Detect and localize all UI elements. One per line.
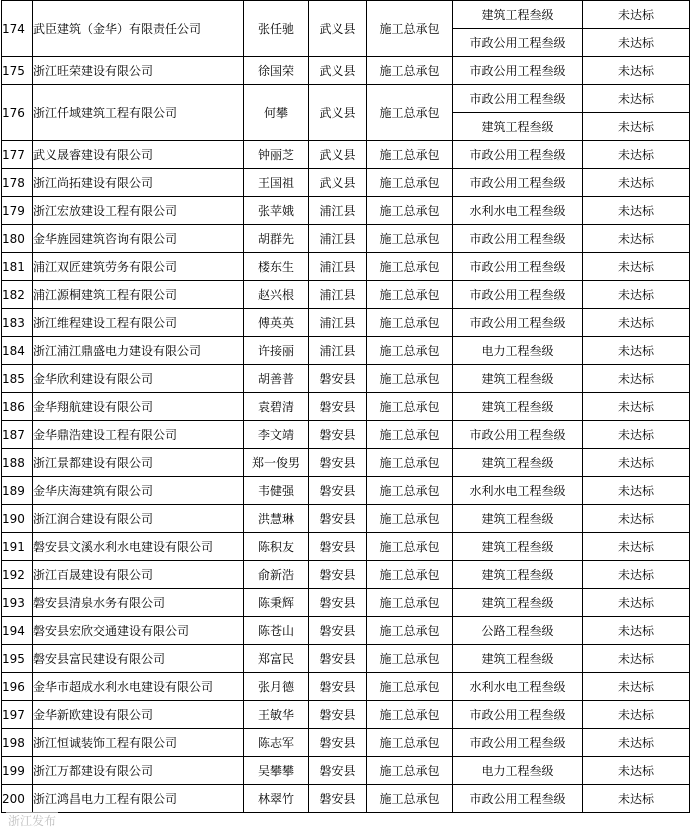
qualification-level: 水利水电工程叁级 bbox=[453, 477, 583, 505]
result-status: 未达标 bbox=[583, 141, 690, 169]
qualification-level: 市政公用工程叁级 bbox=[453, 281, 583, 309]
qualification-level: 市政公用工程叁级 bbox=[453, 701, 583, 729]
result-status: 未达标 bbox=[583, 197, 690, 225]
person-name: 钟丽芝 bbox=[244, 141, 309, 169]
result-status: 未达标 bbox=[583, 505, 690, 533]
table-row bbox=[2, 617, 690, 645]
person-name: 韦健强 bbox=[244, 477, 309, 505]
row-number: 189 bbox=[2, 477, 33, 505]
person-name: 楼东生 bbox=[244, 253, 309, 281]
qualification-type: 施工总承包 bbox=[367, 1, 453, 57]
qualification-table bbox=[1, 0, 690, 813]
row-number: 198 bbox=[2, 729, 33, 757]
person-name: 傅英英 bbox=[244, 309, 309, 337]
result-status: 未达标 bbox=[583, 29, 690, 57]
table-row bbox=[2, 421, 690, 449]
person-name: 张苹娥 bbox=[244, 197, 309, 225]
county-name: 磐安县 bbox=[309, 421, 367, 449]
row-number: 191 bbox=[2, 533, 33, 561]
company-name: 浦江源桐建筑工程有限公司 bbox=[33, 281, 244, 309]
table-body bbox=[2, 1, 690, 813]
company-name: 浙江宏放建设工程有限公司 bbox=[33, 197, 244, 225]
table-row bbox=[2, 589, 690, 617]
county-name: 浦江县 bbox=[309, 225, 367, 253]
row-number: 177 bbox=[2, 141, 33, 169]
company-name: 浙江鸿昌电力工程有限公司 bbox=[33, 785, 244, 813]
qualification-type: 施工总承包 bbox=[367, 785, 453, 813]
qualification-level: 建筑工程叁级 bbox=[453, 365, 583, 393]
table-row bbox=[2, 645, 690, 673]
qualification-type: 施工总承包 bbox=[367, 589, 453, 617]
qualification-type: 施工总承包 bbox=[367, 477, 453, 505]
qualification-level: 公路工程叁级 bbox=[453, 617, 583, 645]
company-name: 金华鼎浩建设工程有限公司 bbox=[33, 421, 244, 449]
person-name: 张任驰 bbox=[244, 1, 309, 57]
county-name: 磐安县 bbox=[309, 533, 367, 561]
person-name: 陈秉辉 bbox=[244, 589, 309, 617]
company-name: 武臣建筑（金华）有限责任公司 bbox=[33, 1, 244, 57]
qualification-type: 施工总承包 bbox=[367, 309, 453, 337]
result-status: 未达标 bbox=[583, 85, 690, 113]
table-row bbox=[2, 169, 690, 197]
person-name: 洪慧琳 bbox=[244, 505, 309, 533]
county-name: 磐安县 bbox=[309, 365, 367, 393]
person-name: 吴攀攀 bbox=[244, 757, 309, 785]
qualification-type: 施工总承包 bbox=[367, 85, 453, 141]
county-name: 磐安县 bbox=[309, 729, 367, 757]
result-status: 未达标 bbox=[583, 645, 690, 673]
result-status: 未达标 bbox=[583, 113, 690, 141]
table-row bbox=[2, 225, 690, 253]
company-name: 浙江万都建设有限公司 bbox=[33, 757, 244, 785]
company-name: 武义晟睿建设有限公司 bbox=[33, 141, 244, 169]
qualification-level: 建筑工程叁级 bbox=[453, 505, 583, 533]
table-row bbox=[2, 701, 690, 729]
county-name: 武义县 bbox=[309, 1, 367, 57]
qualification-type: 施工总承包 bbox=[367, 505, 453, 533]
qualification-level: 建筑工程叁级 bbox=[453, 589, 583, 617]
person-name: 赵兴根 bbox=[244, 281, 309, 309]
person-name: 陈积友 bbox=[244, 533, 309, 561]
qualification-type: 施工总承包 bbox=[367, 393, 453, 421]
company-name: 浙江恒诚装饰工程有限公司 bbox=[33, 729, 244, 757]
result-status: 未达标 bbox=[583, 253, 690, 281]
result-status: 未达标 bbox=[583, 337, 690, 365]
qualification-type: 施工总承包 bbox=[367, 197, 453, 225]
qualification-level: 市政公用工程叁级 bbox=[453, 309, 583, 337]
qualification-type: 施工总承包 bbox=[367, 281, 453, 309]
qualification-type: 施工总承包 bbox=[367, 449, 453, 477]
row-number: 184 bbox=[2, 337, 33, 365]
person-name: 王敏华 bbox=[244, 701, 309, 729]
qualification-level: 市政公用工程叁级 bbox=[453, 729, 583, 757]
company-name: 浦江双匠建筑劳务有限公司 bbox=[33, 253, 244, 281]
table-row bbox=[2, 365, 690, 393]
row-number: 180 bbox=[2, 225, 33, 253]
qualification-type: 施工总承包 bbox=[367, 365, 453, 393]
person-name: 胡群先 bbox=[244, 225, 309, 253]
county-name: 磐安县 bbox=[309, 589, 367, 617]
table-row bbox=[2, 785, 690, 813]
row-number: 178 bbox=[2, 169, 33, 197]
person-name: 王国祖 bbox=[244, 169, 309, 197]
qualification-type: 施工总承包 bbox=[367, 337, 453, 365]
table-row bbox=[2, 533, 690, 561]
table-row bbox=[2, 477, 690, 505]
qualification-type: 施工总承包 bbox=[367, 169, 453, 197]
result-status: 未达标 bbox=[583, 701, 690, 729]
table-row bbox=[2, 309, 690, 337]
qualification-level: 市政公用工程叁级 bbox=[453, 57, 583, 85]
qualification-level: 市政公用工程叁级 bbox=[453, 785, 583, 813]
county-name: 磐安县 bbox=[309, 645, 367, 673]
row-number: 188 bbox=[2, 449, 33, 477]
row-number: 197 bbox=[2, 701, 33, 729]
qualification-level: 市政公用工程叁级 bbox=[453, 85, 583, 113]
qualification-level: 市政公用工程叁级 bbox=[453, 169, 583, 197]
table-row bbox=[2, 1, 690, 29]
row-number: 196 bbox=[2, 673, 33, 701]
company-name: 浙江仟域建筑工程有限公司 bbox=[33, 85, 244, 141]
person-name: 李文靖 bbox=[244, 421, 309, 449]
qualification-type: 施工总承包 bbox=[367, 701, 453, 729]
company-name: 浙江旺荣建设有限公司 bbox=[33, 57, 244, 85]
qualification-type: 施工总承包 bbox=[367, 533, 453, 561]
county-name: 磐安县 bbox=[309, 701, 367, 729]
qualification-level: 建筑工程叁级 bbox=[453, 393, 583, 421]
county-name: 武义县 bbox=[309, 85, 367, 141]
county-name: 磐安县 bbox=[309, 561, 367, 589]
row-number: 186 bbox=[2, 393, 33, 421]
company-name: 浙江尚拓建设有限公司 bbox=[33, 169, 244, 197]
row-number: 185 bbox=[2, 365, 33, 393]
table-row bbox=[2, 673, 690, 701]
qualification-type: 施工总承包 bbox=[367, 225, 453, 253]
table-row bbox=[2, 85, 690, 113]
qualification-level: 市政公用工程叁级 bbox=[453, 253, 583, 281]
row-number: 194 bbox=[2, 617, 33, 645]
county-name: 磐安县 bbox=[309, 477, 367, 505]
qualification-type: 施工总承包 bbox=[367, 757, 453, 785]
qualification-level: 市政公用工程叁级 bbox=[453, 225, 583, 253]
qualification-level: 建筑工程叁级 bbox=[453, 645, 583, 673]
county-name: 磐安县 bbox=[309, 617, 367, 645]
result-status: 未达标 bbox=[583, 365, 690, 393]
person-name: 林翠竹 bbox=[244, 785, 309, 813]
qualification-level: 建筑工程叁级 bbox=[453, 449, 583, 477]
person-name: 袁碧清 bbox=[244, 393, 309, 421]
row-number: 183 bbox=[2, 309, 33, 337]
qualification-level: 建筑工程叁级 bbox=[453, 1, 583, 29]
qualification-type: 施工总承包 bbox=[367, 673, 453, 701]
qualification-type: 施工总承包 bbox=[367, 141, 453, 169]
row-number: 174 bbox=[2, 1, 33, 57]
row-number: 199 bbox=[2, 757, 33, 785]
result-status: 未达标 bbox=[583, 673, 690, 701]
qualification-type: 施工总承包 bbox=[367, 617, 453, 645]
row-number: 200 bbox=[2, 785, 33, 813]
county-name: 武义县 bbox=[309, 57, 367, 85]
table-row bbox=[2, 281, 690, 309]
result-status: 未达标 bbox=[583, 729, 690, 757]
result-status: 未达标 bbox=[583, 449, 690, 477]
result-status: 未达标 bbox=[583, 421, 690, 449]
row-number: 181 bbox=[2, 253, 33, 281]
person-name: 陈志军 bbox=[244, 729, 309, 757]
company-name: 磐安县宏欣交通建设有限公司 bbox=[33, 617, 244, 645]
county-name: 磐安县 bbox=[309, 757, 367, 785]
qualification-type: 施工总承包 bbox=[367, 561, 453, 589]
row-number: 187 bbox=[2, 421, 33, 449]
result-status: 未达标 bbox=[583, 533, 690, 561]
county-name: 浦江县 bbox=[309, 197, 367, 225]
qualification-level: 市政公用工程叁级 bbox=[453, 141, 583, 169]
county-name: 磐安县 bbox=[309, 673, 367, 701]
company-name: 金华欣利建设有限公司 bbox=[33, 365, 244, 393]
county-name: 磐安县 bbox=[309, 393, 367, 421]
qualification-type: 施工总承包 bbox=[367, 645, 453, 673]
county-name: 武义县 bbox=[309, 169, 367, 197]
person-name: 许接丽 bbox=[244, 337, 309, 365]
county-name: 磐安县 bbox=[309, 505, 367, 533]
result-status: 未达标 bbox=[583, 757, 690, 785]
person-name: 张月德 bbox=[244, 673, 309, 701]
person-name: 郑富民 bbox=[244, 645, 309, 673]
result-status: 未达标 bbox=[583, 1, 690, 29]
watermark-text: 浙江发布 bbox=[8, 814, 57, 828]
qualification-level: 市政公用工程叁级 bbox=[453, 421, 583, 449]
company-name: 金华新欧建设有限公司 bbox=[33, 701, 244, 729]
person-name: 何攀 bbox=[244, 85, 309, 141]
table-row bbox=[2, 393, 690, 421]
county-name: 浦江县 bbox=[309, 253, 367, 281]
row-number: 176 bbox=[2, 85, 33, 141]
qualification-type: 施工总承包 bbox=[367, 421, 453, 449]
qualification-type: 施工总承包 bbox=[367, 253, 453, 281]
qualification-level: 建筑工程叁级 bbox=[453, 113, 583, 141]
county-name: 浦江县 bbox=[309, 281, 367, 309]
qualification-level: 电力工程叁级 bbox=[453, 757, 583, 785]
table-row bbox=[2, 197, 690, 225]
qualification-level: 水利水电工程叁级 bbox=[453, 673, 583, 701]
table-row bbox=[2, 561, 690, 589]
result-status: 未达标 bbox=[583, 785, 690, 813]
result-status: 未达标 bbox=[583, 281, 690, 309]
row-number: 195 bbox=[2, 645, 33, 673]
company-name: 金华庆海建筑有限公司 bbox=[33, 477, 244, 505]
county-name: 磐安县 bbox=[309, 785, 367, 813]
company-name: 浙江维程建设工程有限公司 bbox=[33, 309, 244, 337]
county-name: 武义县 bbox=[309, 141, 367, 169]
qualification-level: 建筑工程叁级 bbox=[453, 533, 583, 561]
result-status: 未达标 bbox=[583, 169, 690, 197]
result-status: 未达标 bbox=[583, 589, 690, 617]
company-name: 浙江润合建设有限公司 bbox=[33, 505, 244, 533]
company-name: 浙江百晟建设有限公司 bbox=[33, 561, 244, 589]
row-number: 179 bbox=[2, 197, 33, 225]
person-name: 陈苍山 bbox=[244, 617, 309, 645]
table-row bbox=[2, 141, 690, 169]
row-number: 193 bbox=[2, 589, 33, 617]
row-number: 182 bbox=[2, 281, 33, 309]
qualification-level: 市政公用工程叁级 bbox=[453, 29, 583, 57]
result-status: 未达标 bbox=[583, 561, 690, 589]
person-name: 胡善普 bbox=[244, 365, 309, 393]
table-row bbox=[2, 253, 690, 281]
result-status: 未达标 bbox=[583, 393, 690, 421]
company-name: 金华旌园建筑咨询有限公司 bbox=[33, 225, 244, 253]
result-status: 未达标 bbox=[583, 309, 690, 337]
qualification-level: 电力工程叁级 bbox=[453, 337, 583, 365]
county-name: 磐安县 bbox=[309, 449, 367, 477]
company-name: 磐安县文溪水利水电建设有限公司 bbox=[33, 533, 244, 561]
person-name: 俞新浩 bbox=[244, 561, 309, 589]
table-row bbox=[2, 505, 690, 533]
company-name: 浙江景都建设有限公司 bbox=[33, 449, 244, 477]
company-name: 浙江浦江鼎盛电力建设有限公司 bbox=[33, 337, 244, 365]
company-name: 磐安县清泉水务有限公司 bbox=[33, 589, 244, 617]
company-name: 金华市超成水利水电建设有限公司 bbox=[33, 673, 244, 701]
row-number: 175 bbox=[2, 57, 33, 85]
result-status: 未达标 bbox=[583, 477, 690, 505]
county-name: 浦江县 bbox=[309, 309, 367, 337]
qualification-level: 建筑工程叁级 bbox=[453, 561, 583, 589]
qualification-level: 水利水电工程叁级 bbox=[453, 197, 583, 225]
result-status: 未达标 bbox=[583, 225, 690, 253]
company-name: 磐安县富民建设有限公司 bbox=[33, 645, 244, 673]
table-row bbox=[2, 449, 690, 477]
person-name: 郑一俊男 bbox=[244, 449, 309, 477]
row-number: 190 bbox=[2, 505, 33, 533]
table-row bbox=[2, 337, 690, 365]
table-row bbox=[2, 757, 690, 785]
result-status: 未达标 bbox=[583, 617, 690, 645]
person-name: 徐国荣 bbox=[244, 57, 309, 85]
result-status: 未达标 bbox=[583, 57, 690, 85]
qualification-type: 施工总承包 bbox=[367, 57, 453, 85]
table-row bbox=[2, 729, 690, 757]
company-name: 金华翔航建设有限公司 bbox=[33, 393, 244, 421]
qualification-type: 施工总承包 bbox=[367, 729, 453, 757]
county-name: 浦江县 bbox=[309, 337, 367, 365]
row-number: 192 bbox=[2, 561, 33, 589]
table-row bbox=[2, 57, 690, 85]
